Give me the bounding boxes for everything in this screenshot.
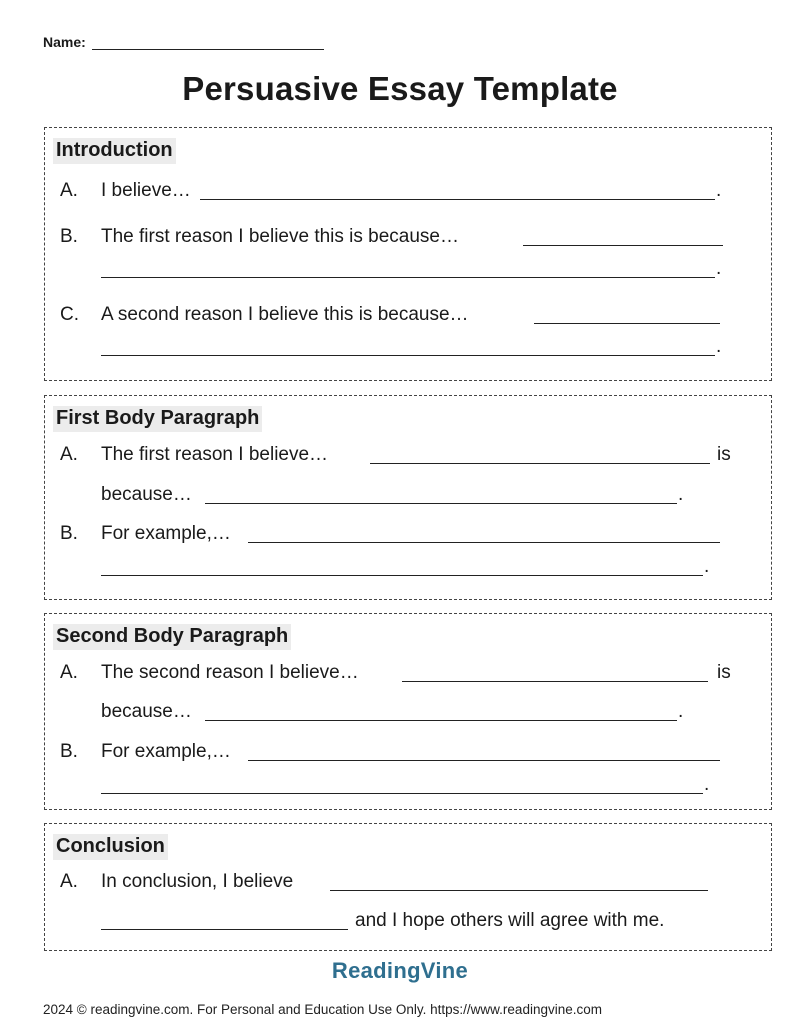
item-label: A. xyxy=(60,180,78,201)
period: . xyxy=(678,484,684,505)
answer-line[interactable] xyxy=(248,741,720,761)
first-body-item-b xyxy=(45,523,771,549)
section-conclusion xyxy=(44,823,772,951)
first-body-item-b-continuation xyxy=(45,556,771,582)
item-tail: is xyxy=(717,662,731,683)
answer-line[interactable] xyxy=(101,774,703,794)
intro-item-a xyxy=(45,180,771,206)
first-body-item-a-continuation xyxy=(45,484,771,510)
item-label: C. xyxy=(60,304,79,325)
answer-line[interactable] xyxy=(534,304,720,324)
item-continuation: because… xyxy=(101,701,192,722)
item-text: In conclusion, I believe xyxy=(101,871,294,892)
section-heading: Introduction xyxy=(53,138,176,164)
section-heading: Conclusion xyxy=(53,834,168,860)
answer-line[interactable] xyxy=(330,871,708,891)
answer-line[interactable] xyxy=(101,556,703,576)
section-heading: Second Body Paragraph xyxy=(53,624,291,650)
item-text: The second reason I believe… xyxy=(101,662,359,683)
conclusion-item-a xyxy=(45,871,771,897)
item-text: For example,… xyxy=(101,741,231,762)
intro-item-b xyxy=(45,226,771,252)
section-introduction xyxy=(44,127,772,381)
item-tail: and I hope others will agree with me. xyxy=(355,910,665,931)
item-label: A. xyxy=(60,444,78,465)
answer-line[interactable] xyxy=(248,523,720,543)
footer-copyright: 2024 © readingvine.com. For Personal and Education Use Only. https://www.readingvine.com xyxy=(43,1002,602,1017)
item-text: The first reason I believe this is because… xyxy=(101,226,460,247)
page-title: Persuasive Essay Template xyxy=(182,70,618,107)
item-label: A. xyxy=(60,871,78,892)
intro-item-c-continuation xyxy=(45,336,771,362)
name-field xyxy=(43,34,324,50)
item-tail: is xyxy=(717,444,731,465)
answer-line[interactable] xyxy=(402,662,708,682)
item-label: B. xyxy=(60,741,78,762)
answer-line[interactable] xyxy=(205,484,677,504)
item-label: B. xyxy=(60,523,78,544)
section-second-body-paragraph xyxy=(44,613,772,810)
answer-line[interactable] xyxy=(523,226,723,246)
item-text: I believe… xyxy=(101,180,191,201)
intro-item-c xyxy=(45,304,771,330)
item-label: B. xyxy=(60,226,78,247)
period: . xyxy=(704,556,710,577)
section-heading: First Body Paragraph xyxy=(53,406,262,432)
answer-line[interactable] xyxy=(101,336,715,356)
answer-line[interactable] xyxy=(205,701,677,721)
name-label: Name: xyxy=(43,34,86,50)
second-body-item-a xyxy=(45,662,771,688)
answer-line[interactable] xyxy=(101,910,348,930)
second-body-item-b xyxy=(45,741,771,767)
period: . xyxy=(716,336,722,357)
item-label: A. xyxy=(60,662,78,683)
period: . xyxy=(716,180,722,201)
period: . xyxy=(678,701,684,722)
item-text: A second reason I believe this is because… xyxy=(101,304,469,325)
readingvine-logo: ReadingVine xyxy=(331,958,469,983)
period: . xyxy=(716,258,722,279)
item-continuation: because… xyxy=(101,484,192,505)
second-body-item-a-continuation xyxy=(45,701,771,727)
name-input-line[interactable] xyxy=(92,36,324,50)
conclusion-item-a-continuation xyxy=(45,910,771,936)
first-body-item-a xyxy=(45,444,771,470)
second-body-item-b-continuation xyxy=(45,774,771,800)
answer-line[interactable] xyxy=(370,444,710,464)
intro-item-b-continuation xyxy=(45,258,771,284)
item-text: The first reason I believe… xyxy=(101,444,329,465)
item-text: For example,… xyxy=(101,523,231,544)
section-first-body-paragraph xyxy=(44,395,772,600)
answer-line[interactable] xyxy=(200,180,715,200)
period: . xyxy=(704,774,710,795)
answer-line[interactable] xyxy=(101,258,715,278)
